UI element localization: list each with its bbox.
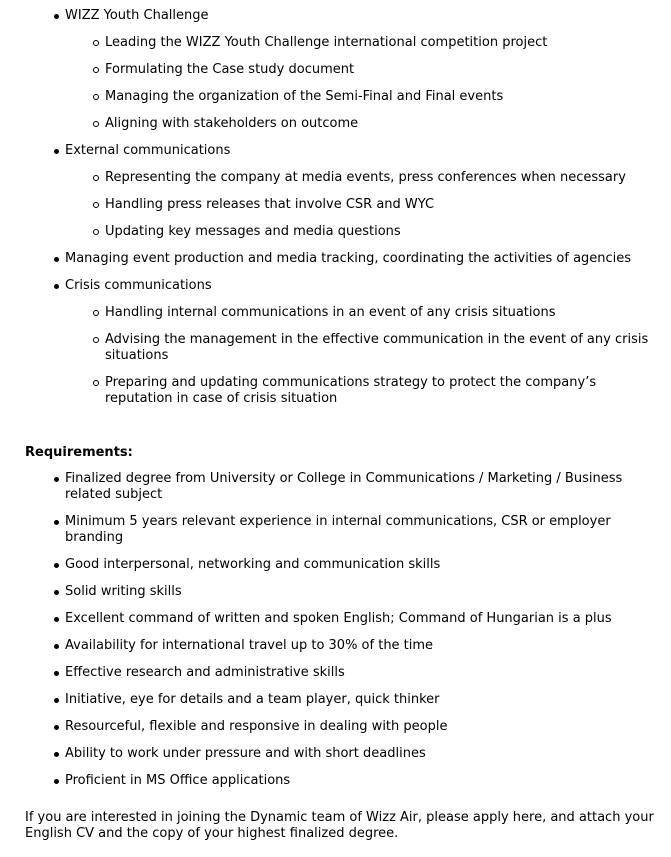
requirements-list <box>0 471 671 789</box>
requirements-heading: Requirements: <box>25 445 133 460</box>
sub-list-item: Formulating the Case study document <box>65 62 651 78</box>
list-item-text: Managing event production and media tracking, coordinating the activities of agencies <box>65 251 632 266</box>
list-item <box>0 692 671 708</box>
list-item <box>0 611 671 627</box>
responsibilities-section <box>0 8 671 418</box>
sub-list <box>65 35 671 132</box>
sub-list-item: Managing the organization of the Semi-Final and Final events <box>65 89 651 105</box>
sub-list-item: Advising the management in the effective communication in the event of any crisis situations <box>65 332 651 364</box>
list-item <box>0 773 671 789</box>
list-item <box>0 514 671 546</box>
sub-list-item: Representing the company at media events, press conferences when necessary <box>65 170 651 186</box>
list-item <box>0 251 671 267</box>
list-item <box>0 665 671 681</box>
list-item-text: Excellent command of written and spoken English; Command of Hungarian is a plus <box>65 611 612 626</box>
list-item-text: Good interpersonal, networking and communication skills <box>65 557 441 572</box>
list-item <box>0 278 671 407</box>
sub-list-item: Preparing and updating communications strategy to protect the company’s reputation in case of crisis situation <box>65 375 651 407</box>
sub-list-item: Handling press releases that involve CSR and WYC <box>65 197 651 213</box>
sub-list <box>65 170 671 240</box>
list-item <box>0 638 671 654</box>
list-item <box>0 471 671 503</box>
sub-list-item: Handling internal communications in an event of any crisis situations <box>65 305 651 321</box>
list-item-text: Minimum 5 years relevant experience in internal communications, CSR or employer branding <box>65 514 611 545</box>
list-item-text: Availability for international travel up to 30% of the time <box>65 638 434 653</box>
list-item-text: Solid writing skills <box>65 584 182 599</box>
sub-list-item: Leading the WIZZ Youth Challenge international competition project <box>65 35 651 51</box>
sub-list-item: Updating key messages and media questions <box>65 224 651 240</box>
sub-list-item: Aligning with stakeholders on outcome <box>65 116 651 132</box>
list-item-text: Initiative, eye for details and a team player, quick thinker <box>65 692 440 707</box>
list-item <box>0 719 671 735</box>
sub-list <box>65 305 671 407</box>
responsibilities-list <box>0 8 671 407</box>
list-item-text: WIZZ Youth Challenge <box>65 8 209 23</box>
list-item-text: Effective research and administrative skills <box>65 665 345 680</box>
list-item <box>0 584 671 600</box>
list-item-text: Crisis communications <box>65 278 212 293</box>
requirements-section <box>0 471 671 800</box>
list-item <box>0 557 671 573</box>
list-item <box>0 8 671 132</box>
list-item-text: Finalized degree from University or College in Communications / Marketing / Business related subject <box>65 471 623 502</box>
list-item <box>0 746 671 762</box>
list-item-text: External communications <box>65 143 231 158</box>
closing-paragraph: If you are interested in joining the Dynamic team of Wizz Air, please apply here, and attach your English CV and the copy of your highest finalized degree. <box>25 810 654 841</box>
list-item-text: Ability to work under pressure and with short deadlines <box>65 746 426 761</box>
list-item <box>0 143 671 240</box>
list-item-text: Proficient in MS Office applications <box>65 773 291 788</box>
list-item-text: Resourceful, flexible and responsive in dealing with people <box>65 719 448 734</box>
